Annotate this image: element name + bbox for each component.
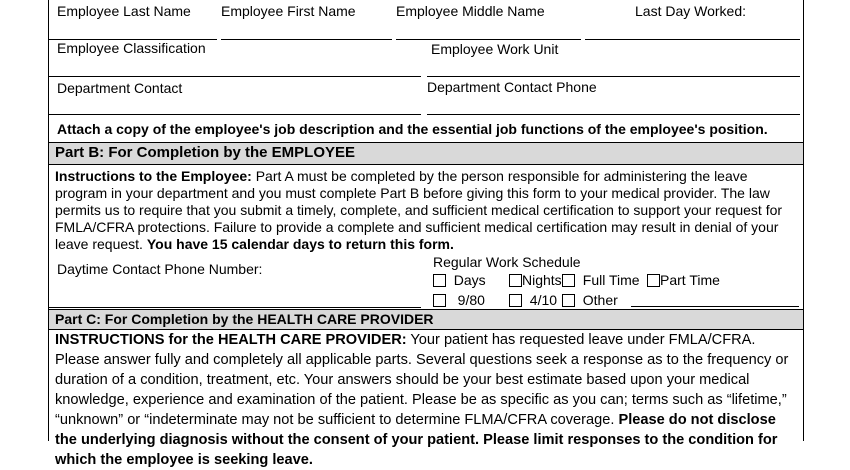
dept-phone-label: Department Contact Phone: [427, 79, 597, 95]
part-c-instructions-heading: INSTRUCTIONS for the HEALTH CARE PROVIDER:: [55, 332, 407, 348]
part-time-checkbox[interactable]: [647, 274, 660, 287]
schedule-option-nights[interactable]: Nights: [509, 272, 562, 288]
part-b-instructions-body: Part A must be completed by the person responsible for administering the leave program in your department and you must complete Part B before giving this form to your medical provider. The law permits us to require that you submit a timely, complete, and sufficient medical certification to support your request for FMLA/CFRA protections. Failure to provide a complete and sufficient medical certification may result in denial of your leave request.: [55, 168, 783, 252]
part-b-header: [49, 142, 803, 165]
schedule-option-other[interactable]: Other: [562, 292, 618, 308]
dept-contact-field[interactable]: [49, 114, 421, 115]
attach-job-description-note: Attach a copy of the employee's job description and the essential job functions of the employee's position.: [57, 121, 768, 137]
dept-contact-label: Department Contact: [57, 80, 183, 96]
part-c-instructions-body: Your patient has requested leave under FMLA/CFRA. Please answer fully and completely all applicable parts. Several questions seek a response as to the frequency or duration of a condition, treatment, etc. Your answers should be your best estimate based upon your medical knowledge, experience and examination of the patient. Please be as specific as you can; terms such as “lifetime,” “unknown” or “indeterminate may not be sufficient to determine FLMA/CFRA coverage.: [55, 332, 789, 428]
schedule-option-410[interactable]: 4/10: [509, 292, 557, 308]
part-b-instructions-heading: Instructions to the Employee:: [55, 168, 252, 184]
work-unit-label: Employee Work Unit: [431, 41, 559, 57]
part-c-header: [49, 309, 803, 330]
nights-checkbox[interactable]: [509, 274, 522, 287]
days-checkbox[interactable]: [433, 274, 446, 287]
work-unit-field[interactable]: [427, 76, 800, 77]
schedule-option-980[interactable]: 9/80: [433, 292, 485, 308]
work-schedule-label: Regular Work Schedule: [433, 254, 581, 270]
schedule-option-part-time[interactable]: Part Time: [647, 272, 720, 288]
part-b-instructions: [55, 168, 795, 253]
four-ten-checkbox[interactable]: [509, 294, 522, 307]
fmla-form: [48, 0, 804, 468]
part-c-title: Part C: For Completion by the HEALTH CARE PROVIDER: [55, 311, 434, 327]
last-day-worked-field[interactable]: [585, 39, 800, 40]
full-time-checkbox[interactable]: [562, 274, 575, 287]
other-schedule-field[interactable]: [631, 306, 799, 307]
first-name-label: Employee First Name: [221, 3, 356, 19]
schedule-option-days[interactable]: Days: [433, 272, 486, 288]
last-day-worked-label: Last Day Worked:: [635, 3, 747, 19]
daytime-phone-field[interactable]: [49, 307, 421, 308]
part-c-instructions: [55, 330, 797, 470]
part-c-confidentiality-note: Please do not disclose the underlying diagnosis without the consent of your patient. Please limit responses to the condition for which the employee is seeking leave.: [55, 412, 778, 468]
first-name-field[interactable]: [221, 39, 392, 40]
middle-name-label: Employee Middle Name: [396, 3, 545, 19]
middle-name-field[interactable]: [396, 39, 581, 40]
part-b-title: Part B: For Completion by the EMPLOYEE: [55, 144, 356, 161]
other-checkbox[interactable]: [562, 294, 575, 307]
dept-phone-field[interactable]: [427, 114, 800, 115]
daytime-phone-label: Daytime Contact Phone Number:: [57, 261, 263, 277]
last-name-label: Employee Last Name: [57, 3, 191, 19]
classification-field[interactable]: [49, 76, 421, 77]
part-b-deadline: You have 15 calendar days to return this form.: [146, 236, 454, 252]
classification-label: Employee Classification: [57, 40, 206, 56]
nine-eighty-checkbox[interactable]: [433, 294, 446, 307]
schedule-option-full-time[interactable]: Full Time: [562, 272, 640, 288]
